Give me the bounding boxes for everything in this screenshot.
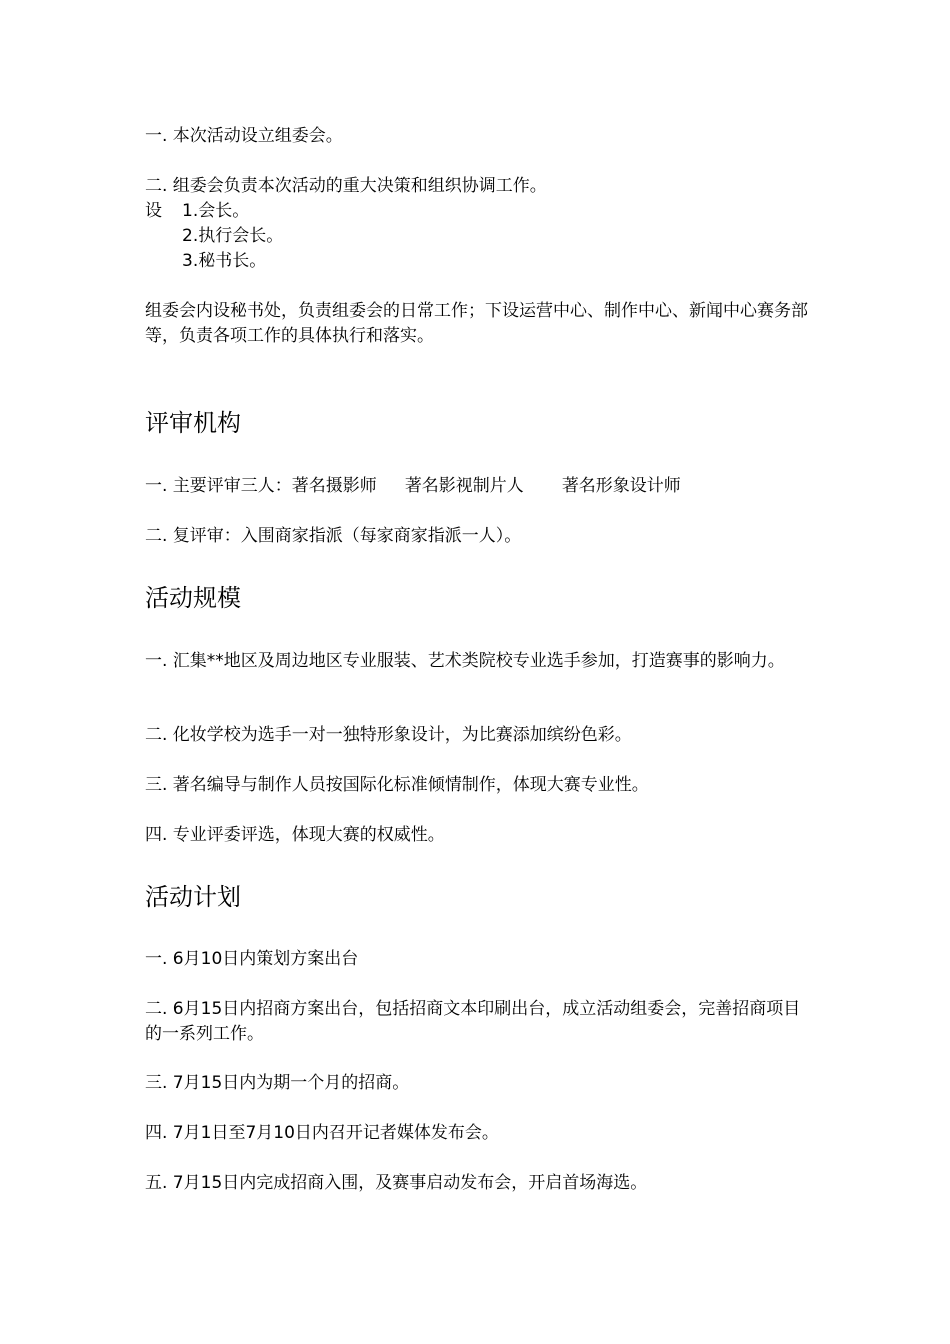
scale-item: 一. 汇集**地区及周边地区专业服装、艺术类院校专业选手参加，打造赛事的影响力。 [145, 651, 785, 671]
org-paragraph-2: 二. 组委会负责本次活动的重大决策和组织协调工作。 [145, 176, 547, 196]
plan-item: 三. 7月15日内为期一个月的招商。 [145, 1073, 410, 1093]
review-judge-2: 著名影视制片人 [404, 476, 524, 496]
plan-item: 二. 6月15日内招商方案出台，包括招商文本印刷出台，成立活动组委会，完善招商项目的一系列工作。 [145, 999, 801, 1044]
scale-item: 三. 著名编导与制作人员按国际化标准倾情制作，体现大赛专业性。 [145, 775, 649, 795]
org-set-label: 设 [145, 201, 162, 221]
scale-item: 四. 专业评委评选，体现大赛的权威性。 [145, 825, 445, 845]
plan-item: 四. 7月1日至7月10日内召开记者媒体发布会。 [145, 1123, 499, 1143]
org-list-item: 1.会长。 [182, 201, 250, 221]
scale-heading: 活动规模 [145, 584, 241, 612]
review-paragraph-2: 二. 复评审：入围商家指派（每家商家指派一人）。 [145, 526, 522, 546]
org-list-item: 2.执行会长。 [182, 226, 284, 246]
plan-heading: 活动计划 [145, 883, 241, 911]
org-list-item: 3.秘书长。 [182, 251, 267, 271]
plan-item: 五. 7月15日内完成招商入围，及赛事启动发布会，开启首场海选。 [145, 1173, 648, 1193]
review-heading: 评审机构 [145, 409, 241, 437]
review-judge-1: 一. 主要评审三人：著名摄影师 [145, 476, 377, 496]
plan-item: 一. 6月10日内策划方案出台 [145, 949, 359, 969]
review-judge-3: 著名形象设计师 [561, 476, 681, 496]
scale-item: 二. 化妆学校为选手一对一独特形象设计，为比赛添加缤纷色彩。 [145, 725, 632, 745]
org-paragraph-3: 组委会内设秘书处，负责组委会的日常工作；下设运营中心、制作中心、新闻中心赛务部等，负责各项工作的具体执行和落实。 [145, 301, 808, 346]
review-paragraph-1 [145, 474, 681, 499]
org-paragraph-1: 一. 本次活动设立组委会。 [145, 126, 343, 146]
